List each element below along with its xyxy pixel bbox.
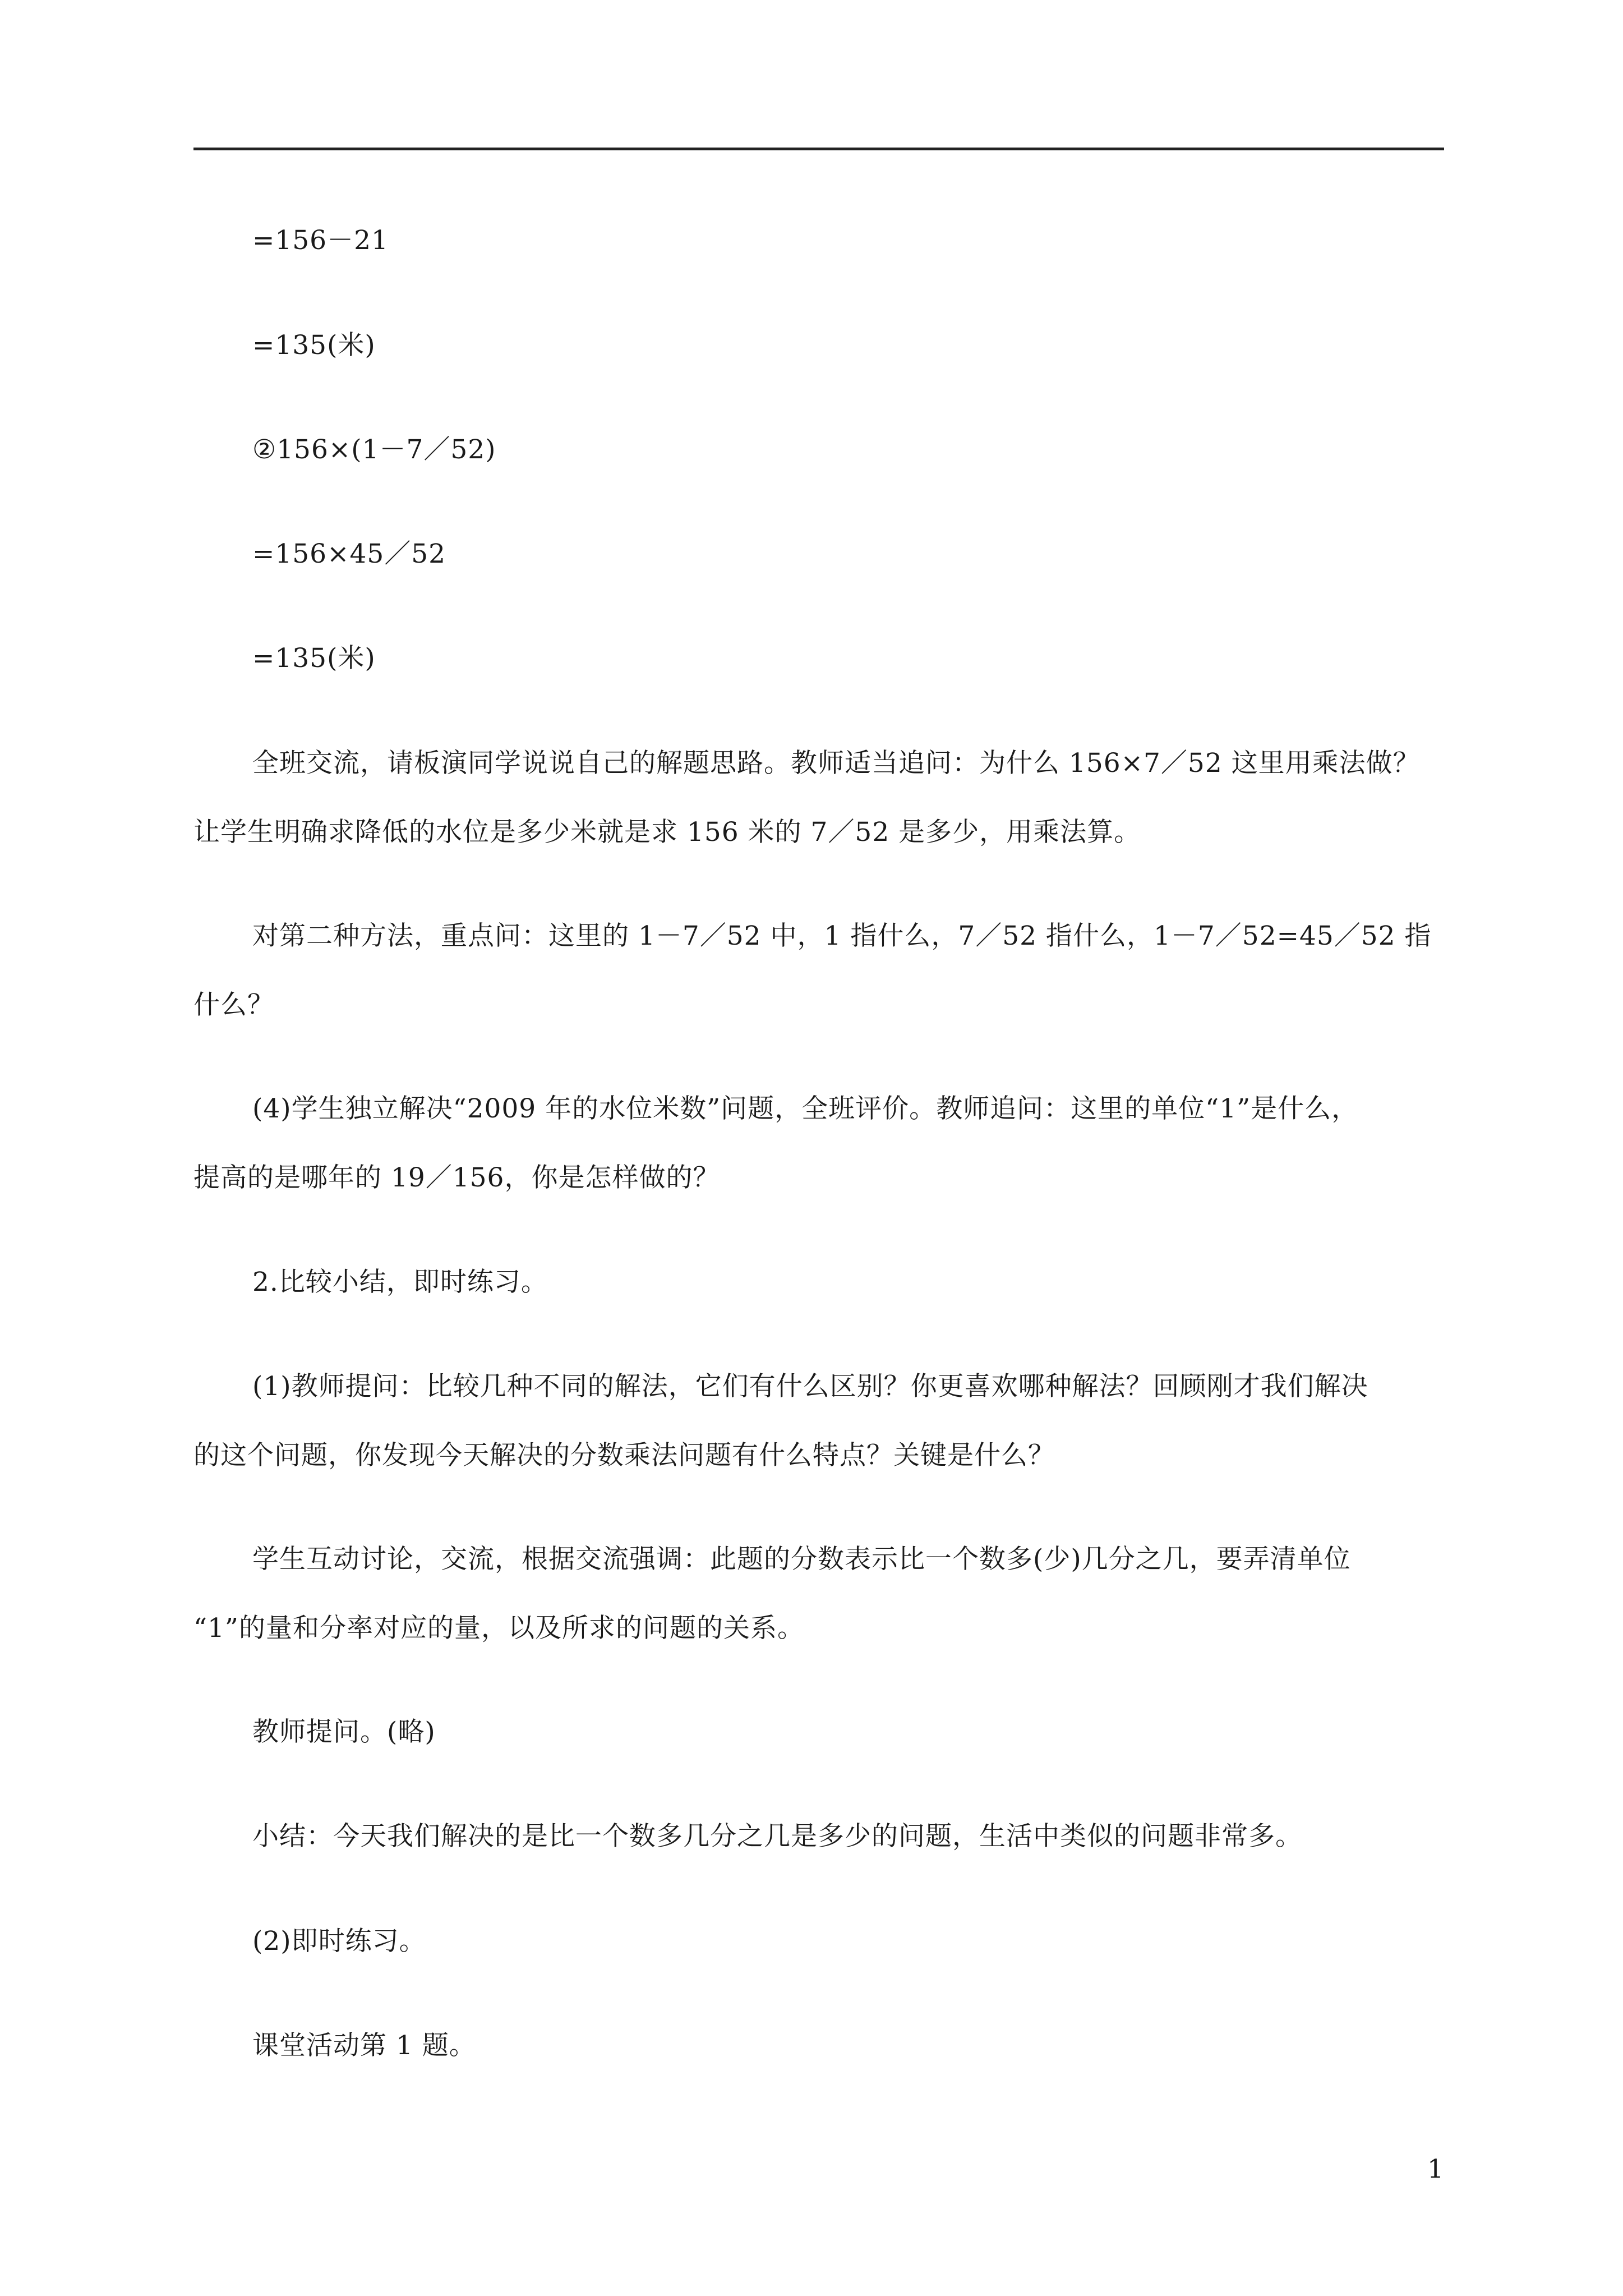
- paragraph-line: 全班交流，请板演同学说说自己的解题思路。教师适当追问：为什么 156×7／52 这里用乘法做？: [252, 748, 1420, 779]
- paragraph-line: 提高的是哪年的 19／156，你是怎样做的？: [193, 1162, 720, 1193]
- equation-line: ②156×(1－7／52): [252, 434, 496, 465]
- paragraph-line: (2)即时练习。: [252, 1926, 426, 1957]
- paragraph-line: (4)学生独立解决“2009 年的水位米数”问题，全班评价。教师追问：这里的单位“1”是什么，: [252, 1093, 1359, 1124]
- paragraph-line: (1)教师提问：比较几种不同的解法，它们有什么区别？你更喜欢哪种解法？回顾刚才我们解决: [252, 1371, 1368, 1402]
- section-heading: 2.比较小结，即时练习。: [252, 1267, 548, 1297]
- paragraph-line: 什么？: [193, 990, 274, 1020]
- paragraph-line: 教师提问。(略): [252, 1717, 436, 1747]
- paragraph-line: 对第二种方法，重点问：这里的 1－7／52 中，1 指什么，7／52 指什么，1－7／52=45／52 指: [252, 921, 1432, 951]
- paragraph-line: 的这个问题，你发现今天解决的分数乘法问题有什么特点？关键是什么？: [193, 1440, 1055, 1471]
- equation-line: =135(米): [252, 643, 376, 674]
- equation-line: =156×45／52: [252, 539, 446, 569]
- equation-line: =135(米): [252, 330, 376, 361]
- paragraph-line: 小结：今天我们解决的是比一个数多几分之几是多少的问题，生活中类似的问题非常多。: [252, 1821, 1302, 1852]
- paragraph-line: “1”的量和分率对应的量，以及所求的问题的关系。: [193, 1613, 804, 1644]
- paragraph-line: 学生互动讨论，交流，根据交流强调：此题的分数表示比一个数多(少)几分之几，要弄清单位: [252, 1544, 1351, 1575]
- paragraph-line: 让学生明确求降低的水位是多少米就是求 156 米的 7／52 是多少，用乘法算。: [193, 817, 1141, 848]
- equation-line: =156－21: [252, 225, 389, 256]
- paragraph-line: 课堂活动第 1 题。: [252, 2030, 476, 2061]
- page-number: 1: [1427, 2154, 1444, 2184]
